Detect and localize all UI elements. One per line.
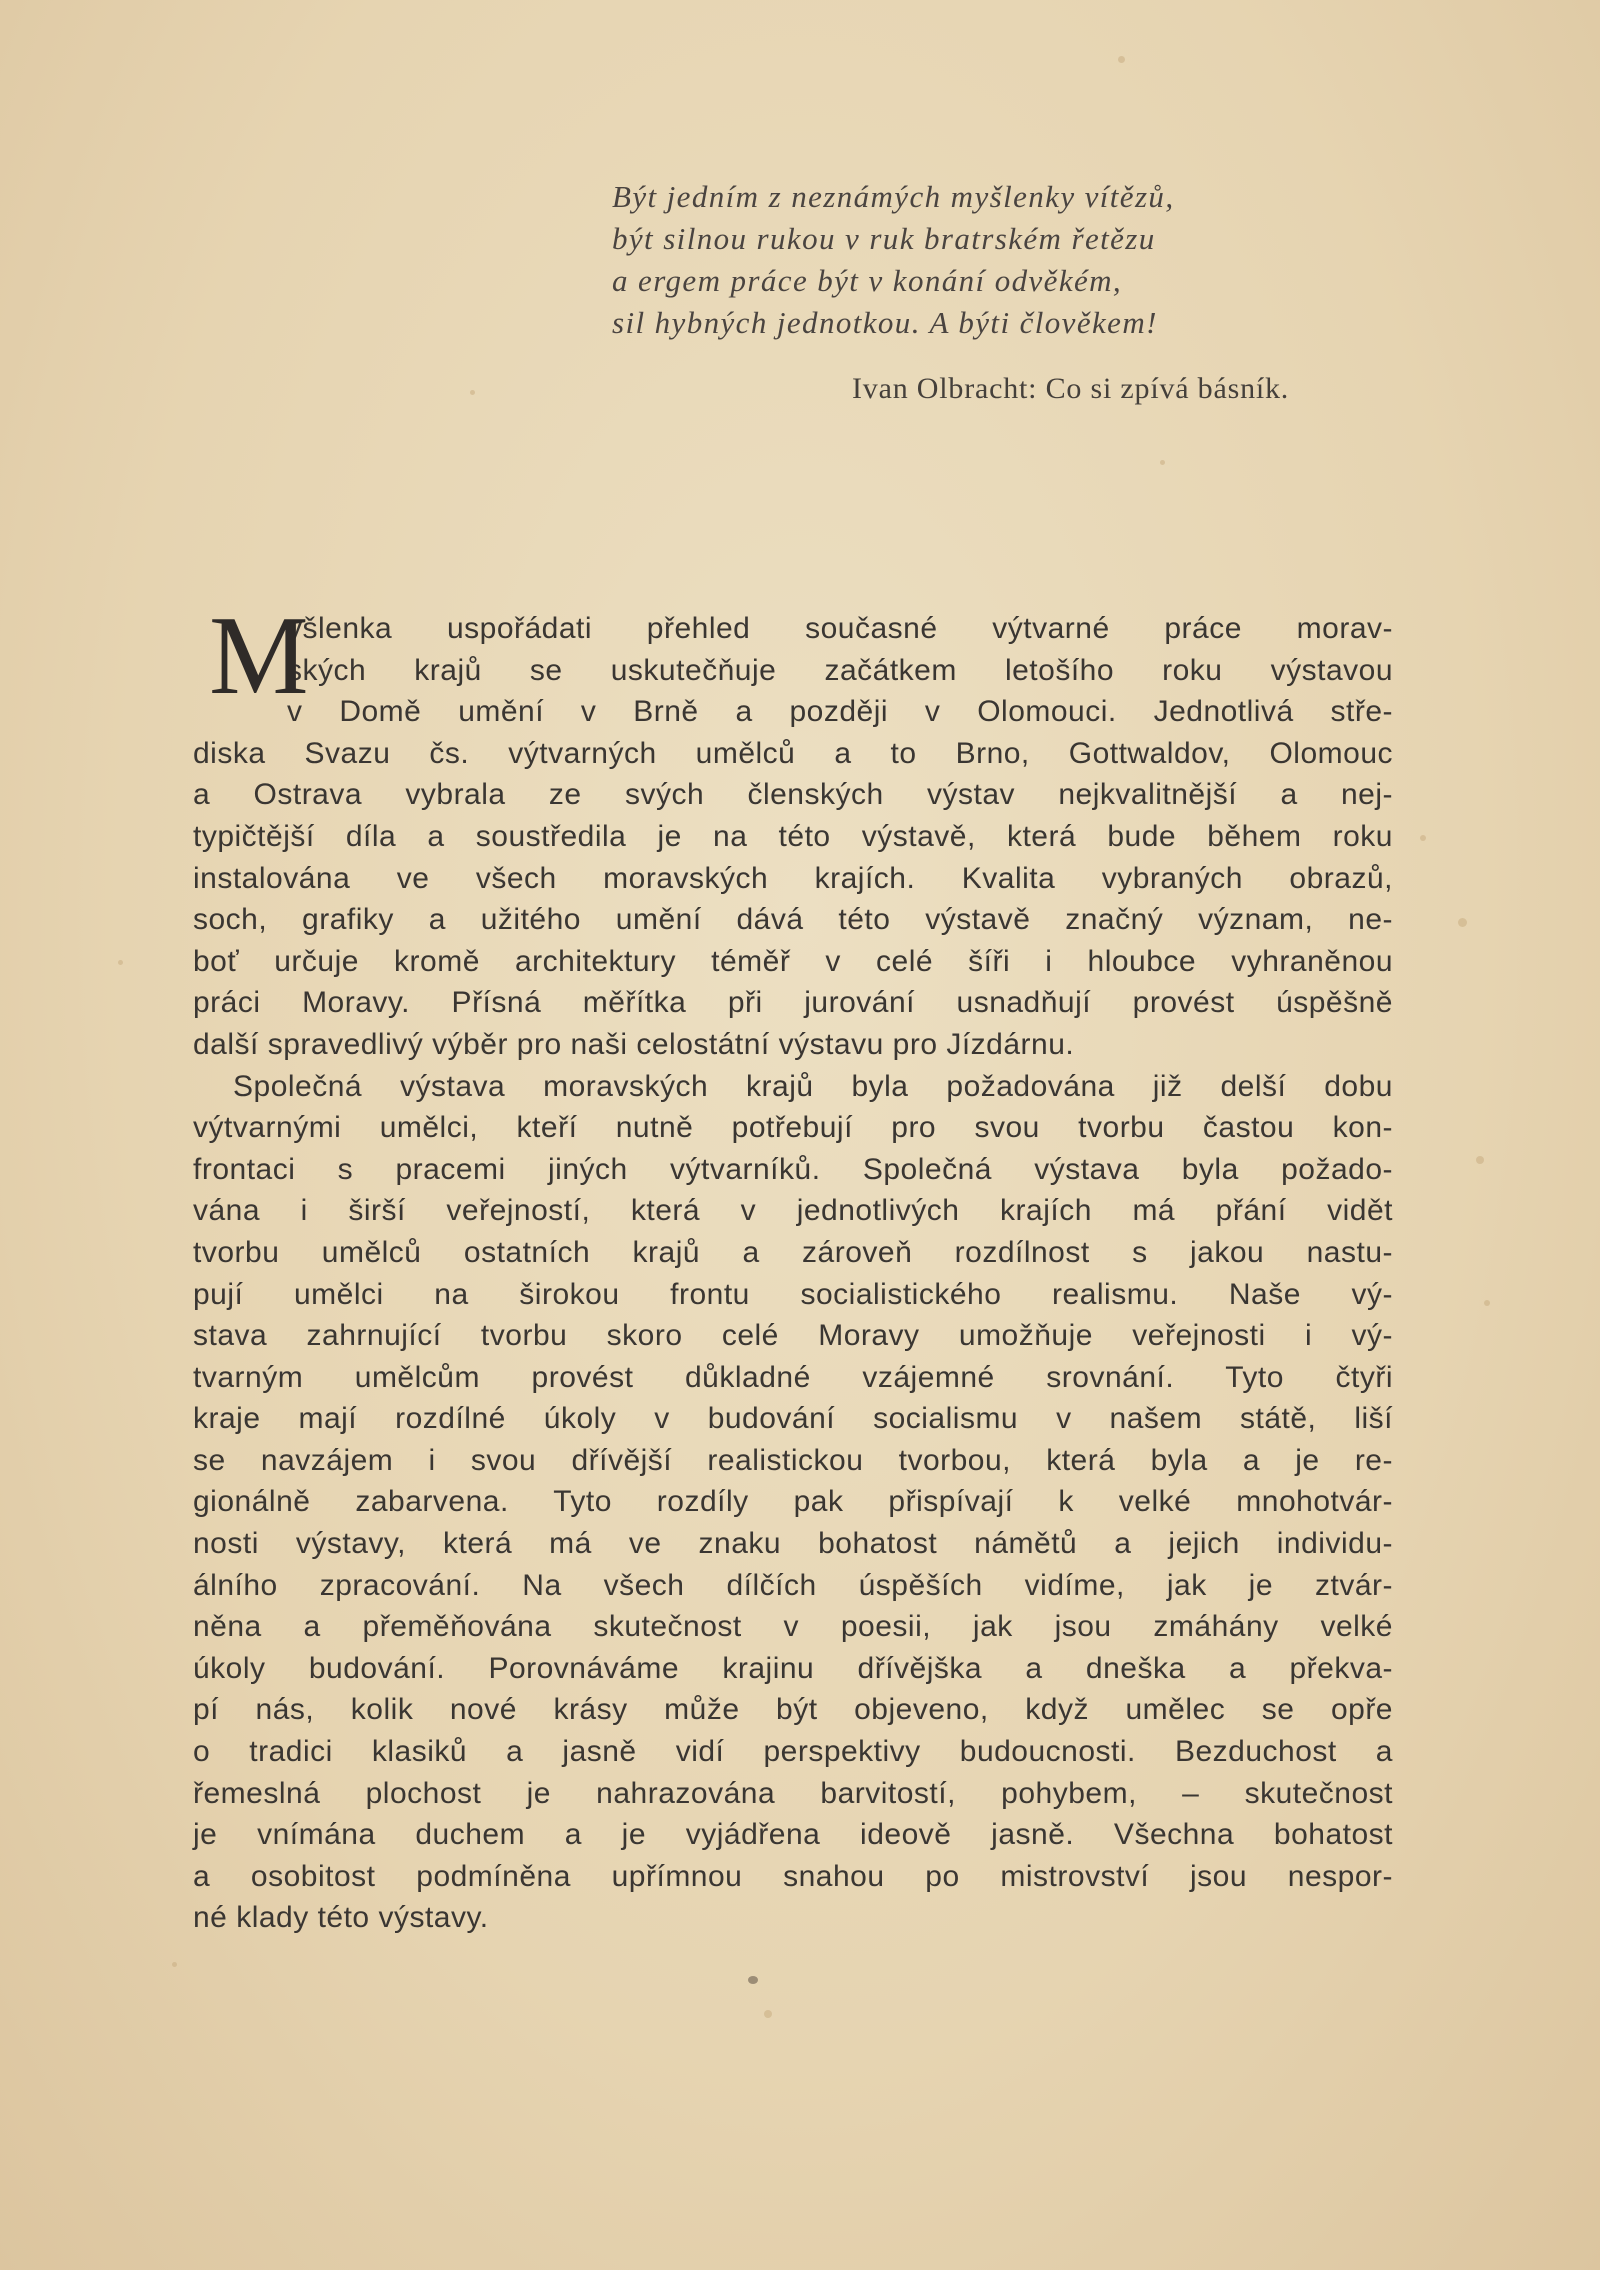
text-line: vána i širší veřejností, která v jednotlivých krajích má přání vidět (193, 1194, 1393, 1228)
epigraph-attribution: Ivan Olbracht: Co si zpívá básník. (852, 372, 1290, 405)
article-body (193, 594, 1393, 1939)
poem-line: sil hybných jednotkou. A býti člověkem! (612, 305, 1158, 340)
text-line: soch, grafiky a užitého umění dává této výstavě značný význam, ne- (193, 903, 1393, 937)
text-line: frontaci s pracemi jiných výtvarníků. Společná výstava byla požado- (193, 1152, 1393, 1186)
drop-cap: M (209, 594, 309, 718)
text-line: tvarným umělcům provést důkladné vzájemné srovnání. Tyto čtyři (193, 1360, 1393, 1394)
text-line: se navzájem i svou dřívější realistickou tvorbou, která byla a je re- (193, 1443, 1393, 1477)
paper-spot (1476, 1156, 1484, 1164)
paper-spot (748, 1976, 758, 1984)
text-line: typičtější díla a soustředila je na této výstavě, která bude během roku (193, 819, 1393, 853)
text-line: výtvarnými umělci, kteří nutně potřebují pro svou tvorbu častou kon- (193, 1111, 1393, 1145)
text-line: a Ostrava vybrala ze svých členských výstav nejkvalitnější a nej- (193, 778, 1393, 812)
poem-line: Být jedním z neznámých myšlenky vítězů, (612, 179, 1175, 214)
paper-spot (1118, 56, 1125, 63)
text-line: v Domě umění v Brně a později v Olomouci. Jednotlivá stře- (287, 695, 1393, 729)
text-line: kraje mají rozdílné úkoly v budování socialismu v našem státě, liší (193, 1402, 1393, 1436)
text-line: další spravedlivý výběr pro naši celostátní výstavu pro Jízdárnu. (193, 1027, 1075, 1061)
text-line: stava zahrnující tvorbu skoro celé Moravy umožňuje veřejnosti i vý- (193, 1319, 1393, 1353)
text-line: a osobitost podmíněna upřímnou snahou po mistrovství jsou nespor- (193, 1859, 1393, 1893)
text-line: úkoly budování. Porovnáváme krajinu dřívějška a dneška a překva- (193, 1651, 1393, 1685)
text-line: tvorbu umělců ostatních krajů a zároveň rozdílnost s jakou nastu- (193, 1235, 1393, 1269)
paper-spot (172, 1962, 177, 1967)
poem-line: být silnou rukou v ruk bratrském řetězu (612, 221, 1156, 256)
paper-spot (1458, 918, 1467, 927)
text-line: Společná výstava moravských krajů byla požadována již delší dobu (233, 1069, 1393, 1103)
text-line: pí nás, kolik nové krásy může být objeveno, když umělec se opře (193, 1693, 1393, 1727)
text-line: instalována ve všech moravských krajích. Kvalita vybraných obrazů, (193, 861, 1393, 895)
paper-spot (1160, 460, 1165, 465)
paper-spot (470, 390, 475, 395)
text-line: o tradici klasiků a jasně vidí perspektivy budoucnosti. Bezduchost a (193, 1735, 1393, 1769)
text-line: pují umělci na širokou frontu socialistického realismu. Naše vý- (193, 1277, 1393, 1311)
poem-line: a ergem práce být v konání odvěkém, (612, 263, 1123, 298)
text-line: ských krajů se uskutečňuje začátkem letošího roku výstavou (287, 653, 1393, 687)
text-line: něna a přeměňována skutečnost v poesii, jak jsou zmáhány velké (193, 1610, 1393, 1644)
text-line: boť určuje kromě architektury téměř v celé šíři i hloubce vyhraněnou (193, 944, 1393, 978)
paper-spot (1484, 1300, 1490, 1306)
paper-spot (118, 960, 123, 965)
text-line: álního zpracování. Na všech dílčích úspěších vidíme, jak je ztvár- (193, 1568, 1393, 1602)
text-line: yšlenka uspořádati přehled současné výtvarné práce morav- (287, 612, 1393, 645)
text-line: nosti výstavy, která má ve znaku bohatost námětů a jejich individu- (193, 1527, 1393, 1561)
text-line: diska Svazu čs. výtvarných umělců a to Brno, Gottwaldov, Olomouc (193, 736, 1393, 770)
epigraph-poem (612, 176, 1412, 344)
text-line: řemeslná plochost je nahrazována barvitostí, pohybem, – skutečnost (193, 1776, 1393, 1810)
paper-spot (1420, 835, 1426, 841)
text-line: gionálně zabarvena. Tyto rozdíly pak přispívají k velké mnohotvár- (193, 1485, 1393, 1519)
text-line: práci Moravy. Přísná měřítka při jurování usnadňují provést úspěšně (193, 986, 1393, 1020)
text-line: né klady této výstavy. (193, 1901, 489, 1935)
text-line: je vnímána duchem a je vyjádřena ideově jasně. Všechna bohatost (193, 1818, 1393, 1852)
paper-spot (764, 2010, 772, 2018)
